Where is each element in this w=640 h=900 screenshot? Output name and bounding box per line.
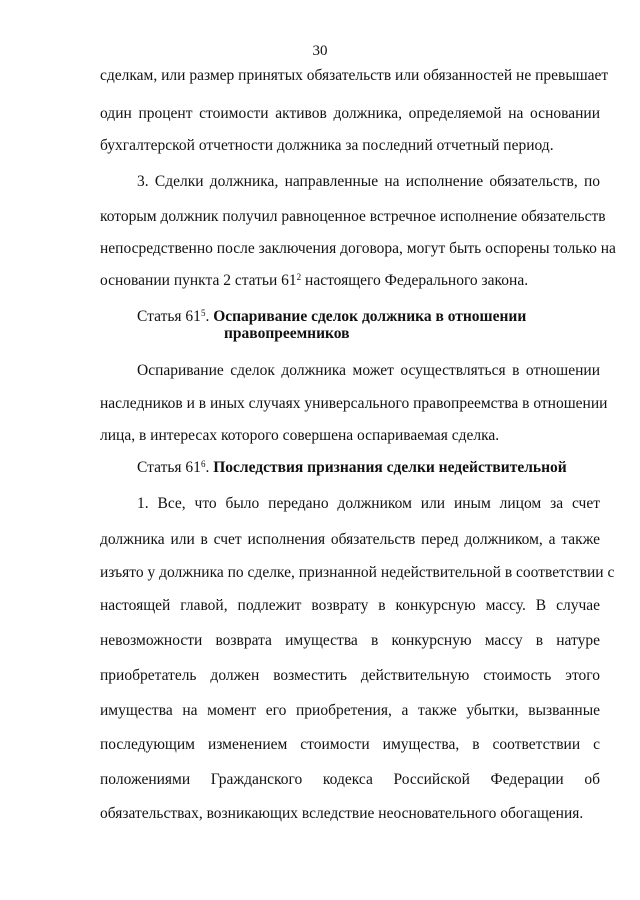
text-line: 1. Все, что было передано должником или иным лицом за счет <box>137 495 600 512</box>
text-line: один процент стоимости активов должника, определяемой на основании <box>100 105 600 122</box>
text-line: имущества на момент его приобретения, а также убытки, вызванные <box>100 702 600 719</box>
text-line: лица, в интересах которого совершена оспариваемая сделка. <box>100 427 500 444</box>
text-line: бухгалтерской отчетности должника за последний отчетный период. <box>100 137 554 154</box>
text-line: непосредственно после заключения договора, могут быть оспорены только на <box>100 240 616 257</box>
text-line: невозможности возврата имущества в конкурсную массу в натуре <box>100 632 600 649</box>
text-line: положениями Гражданского кодекса Российской Федерации об <box>100 771 600 788</box>
superscript: 2 <box>296 272 302 282</box>
article-title-continued: правопреемников <box>224 325 350 342</box>
article-heading-61-5: Статья $61^5$. Оспаривание сделок должника в отношении <box>137 308 527 325</box>
text-line: приобретатель должен возместить действительную стоимость этого <box>100 667 600 684</box>
text-line: Оспаривание сделок должника может осуществляться в отношении <box>137 362 600 379</box>
text-line: которым должник получил равноценное встречное исполнение обязательств <box>100 208 606 225</box>
text-fragment: настоящего Федерального закона. <box>301 272 529 289</box>
text-line: последующим изменением стоимости имущества, в соответствии с <box>100 736 600 753</box>
article-heading-61-6: Статья $61^6$. Последствия признания сделки недействительной <box>137 459 567 476</box>
article-prefix: Статья 61 <box>137 459 201 476</box>
text-line: настоящей главой, подлежит возврату в конкурсную массу. В случае <box>100 597 600 614</box>
text-fragment: основании пункта 2 статьи 61 <box>100 272 297 289</box>
text-line: 3. Сделки должника, направленные на исполнение обязательств, по <box>137 173 600 190</box>
text-line: изъято у должника по сделке, признанной недействительной в соответствии с <box>100 564 615 581</box>
text-line: сделкам, или размер принятых обязательств или обязанностей не превышает <box>100 67 609 84</box>
page-number: 30 <box>312 43 328 59</box>
article-prefix: Статья 61 <box>137 308 201 325</box>
text-line: наследников и в иных случаях универсального правопреемства в отношении <box>100 395 608 412</box>
text-line-with-superscript <box>100 271 600 291</box>
article-title: Оспаривание сделок должника в отношении <box>213 308 527 325</box>
superscript: 5 <box>200 308 206 318</box>
text-line: должника или в счет исполнения обязательств перед должником, а также <box>100 531 600 548</box>
article-title: Последствия признания сделки недействительной <box>213 459 567 476</box>
text-line: обязательствах, возникающих вследствие неосновательного обогащения. <box>100 805 584 822</box>
superscript: 6 <box>200 459 206 469</box>
